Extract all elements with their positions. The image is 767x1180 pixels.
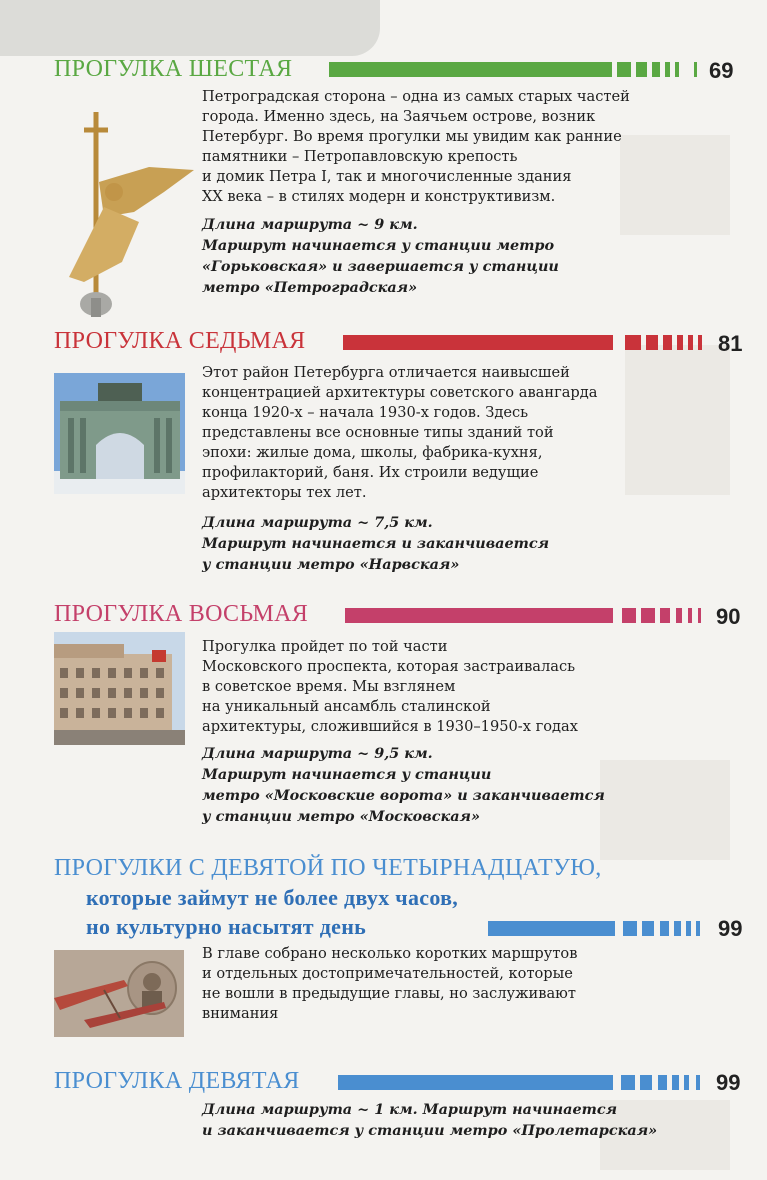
route-info: Длина маршрута ~ 9 км. Маршрут начинается у станции метро «Горьковская» и завершается у станции метро «Петроградская» <box>202 216 559 296</box>
section-title: ПРОГУЛКА ШЕСТАЯ <box>54 56 293 82</box>
background-ghost-image <box>625 345 730 495</box>
section-description: Петроградская сторона – одна из самых старых частей города. Именно здесь, на Заячьем острове, возник Петербург. Во время прогулки мы увидим как ранние памятники – Петропавловскую крепость и домик Петра I, так и многочисленные здания XX века – в стилях модерн и конструктивизм. <box>202 88 630 205</box>
section-description: Этот район Петербурга отличается наивысшей концентрацией архитектуры советского авангарда конца 1920-х – начала 1930-х годов. Здесь представлены все основные типы зданий той эпохи: жилые дома, школы, фабрика-кухня, профилакторий, баня. Их строили ведущие архитекторы тех лет. <box>202 364 598 501</box>
page-number: 99 <box>718 916 743 941</box>
section-title: ПРОГУЛКА ДЕВЯТАЯ <box>54 1068 300 1094</box>
route-info: Длина маршрута ~ 9,5 км. Маршрут начинается у станции метро «Московские ворота» и заканчивается у станции метро «Московская» <box>202 745 605 825</box>
aviator-plane-photo <box>54 950 184 1037</box>
route-info: Длина маршрута ~ 7,5 км. Маршрут начинается и заканчивается у станции метро «Нарвская» <box>202 514 550 573</box>
section-title: ПРОГУЛКИ С ДЕВЯТОЙ ПО ЧЕТЫРНАДЦАТУЮ, <box>54 855 602 881</box>
angel-spire-photo <box>44 112 194 317</box>
background-ghost-image <box>600 760 730 860</box>
page-number: 69 <box>709 58 734 83</box>
title-rule <box>345 608 613 623</box>
page-number: 90 <box>716 604 741 629</box>
title-rule <box>329 62 612 77</box>
page-number: 81 <box>718 331 743 356</box>
route-info: Длина маршрута ~ 1 км. Маршрут начинается и заканчивается у станции метро «Пролетарская» <box>202 1101 658 1139</box>
section-subtitle: которые займут не более двух часов, <box>86 885 459 910</box>
section-description: Прогулка пройдет по той части Московского проспекта, которая застраивалась в советское время. Мы взглянем на уникальный ансамбль сталинской архитектуры, сложившийся в 1930–1950-х годах <box>202 638 578 735</box>
moskovsky-building-photo <box>54 632 185 745</box>
title-rule <box>338 1075 613 1090</box>
title-rule <box>343 335 613 350</box>
page-corner-tab <box>0 0 380 56</box>
page-number: 99 <box>716 1070 741 1095</box>
title-rule <box>488 921 615 936</box>
section-subtitle: но культурно насытят день <box>86 914 367 939</box>
section-title: ПРОГУЛКА ВОСЬМАЯ <box>54 601 309 627</box>
section-description: В главе собрано несколько коротких маршрутов и отдельных достопримечательностей, которые не вошли в предыдущие главы, но заслуживают внимания <box>202 945 578 1022</box>
background-ghost-image <box>620 135 730 235</box>
narva-arch-photo <box>54 373 185 494</box>
section-title: ПРОГУЛКА СЕДЬМАЯ <box>54 328 306 354</box>
